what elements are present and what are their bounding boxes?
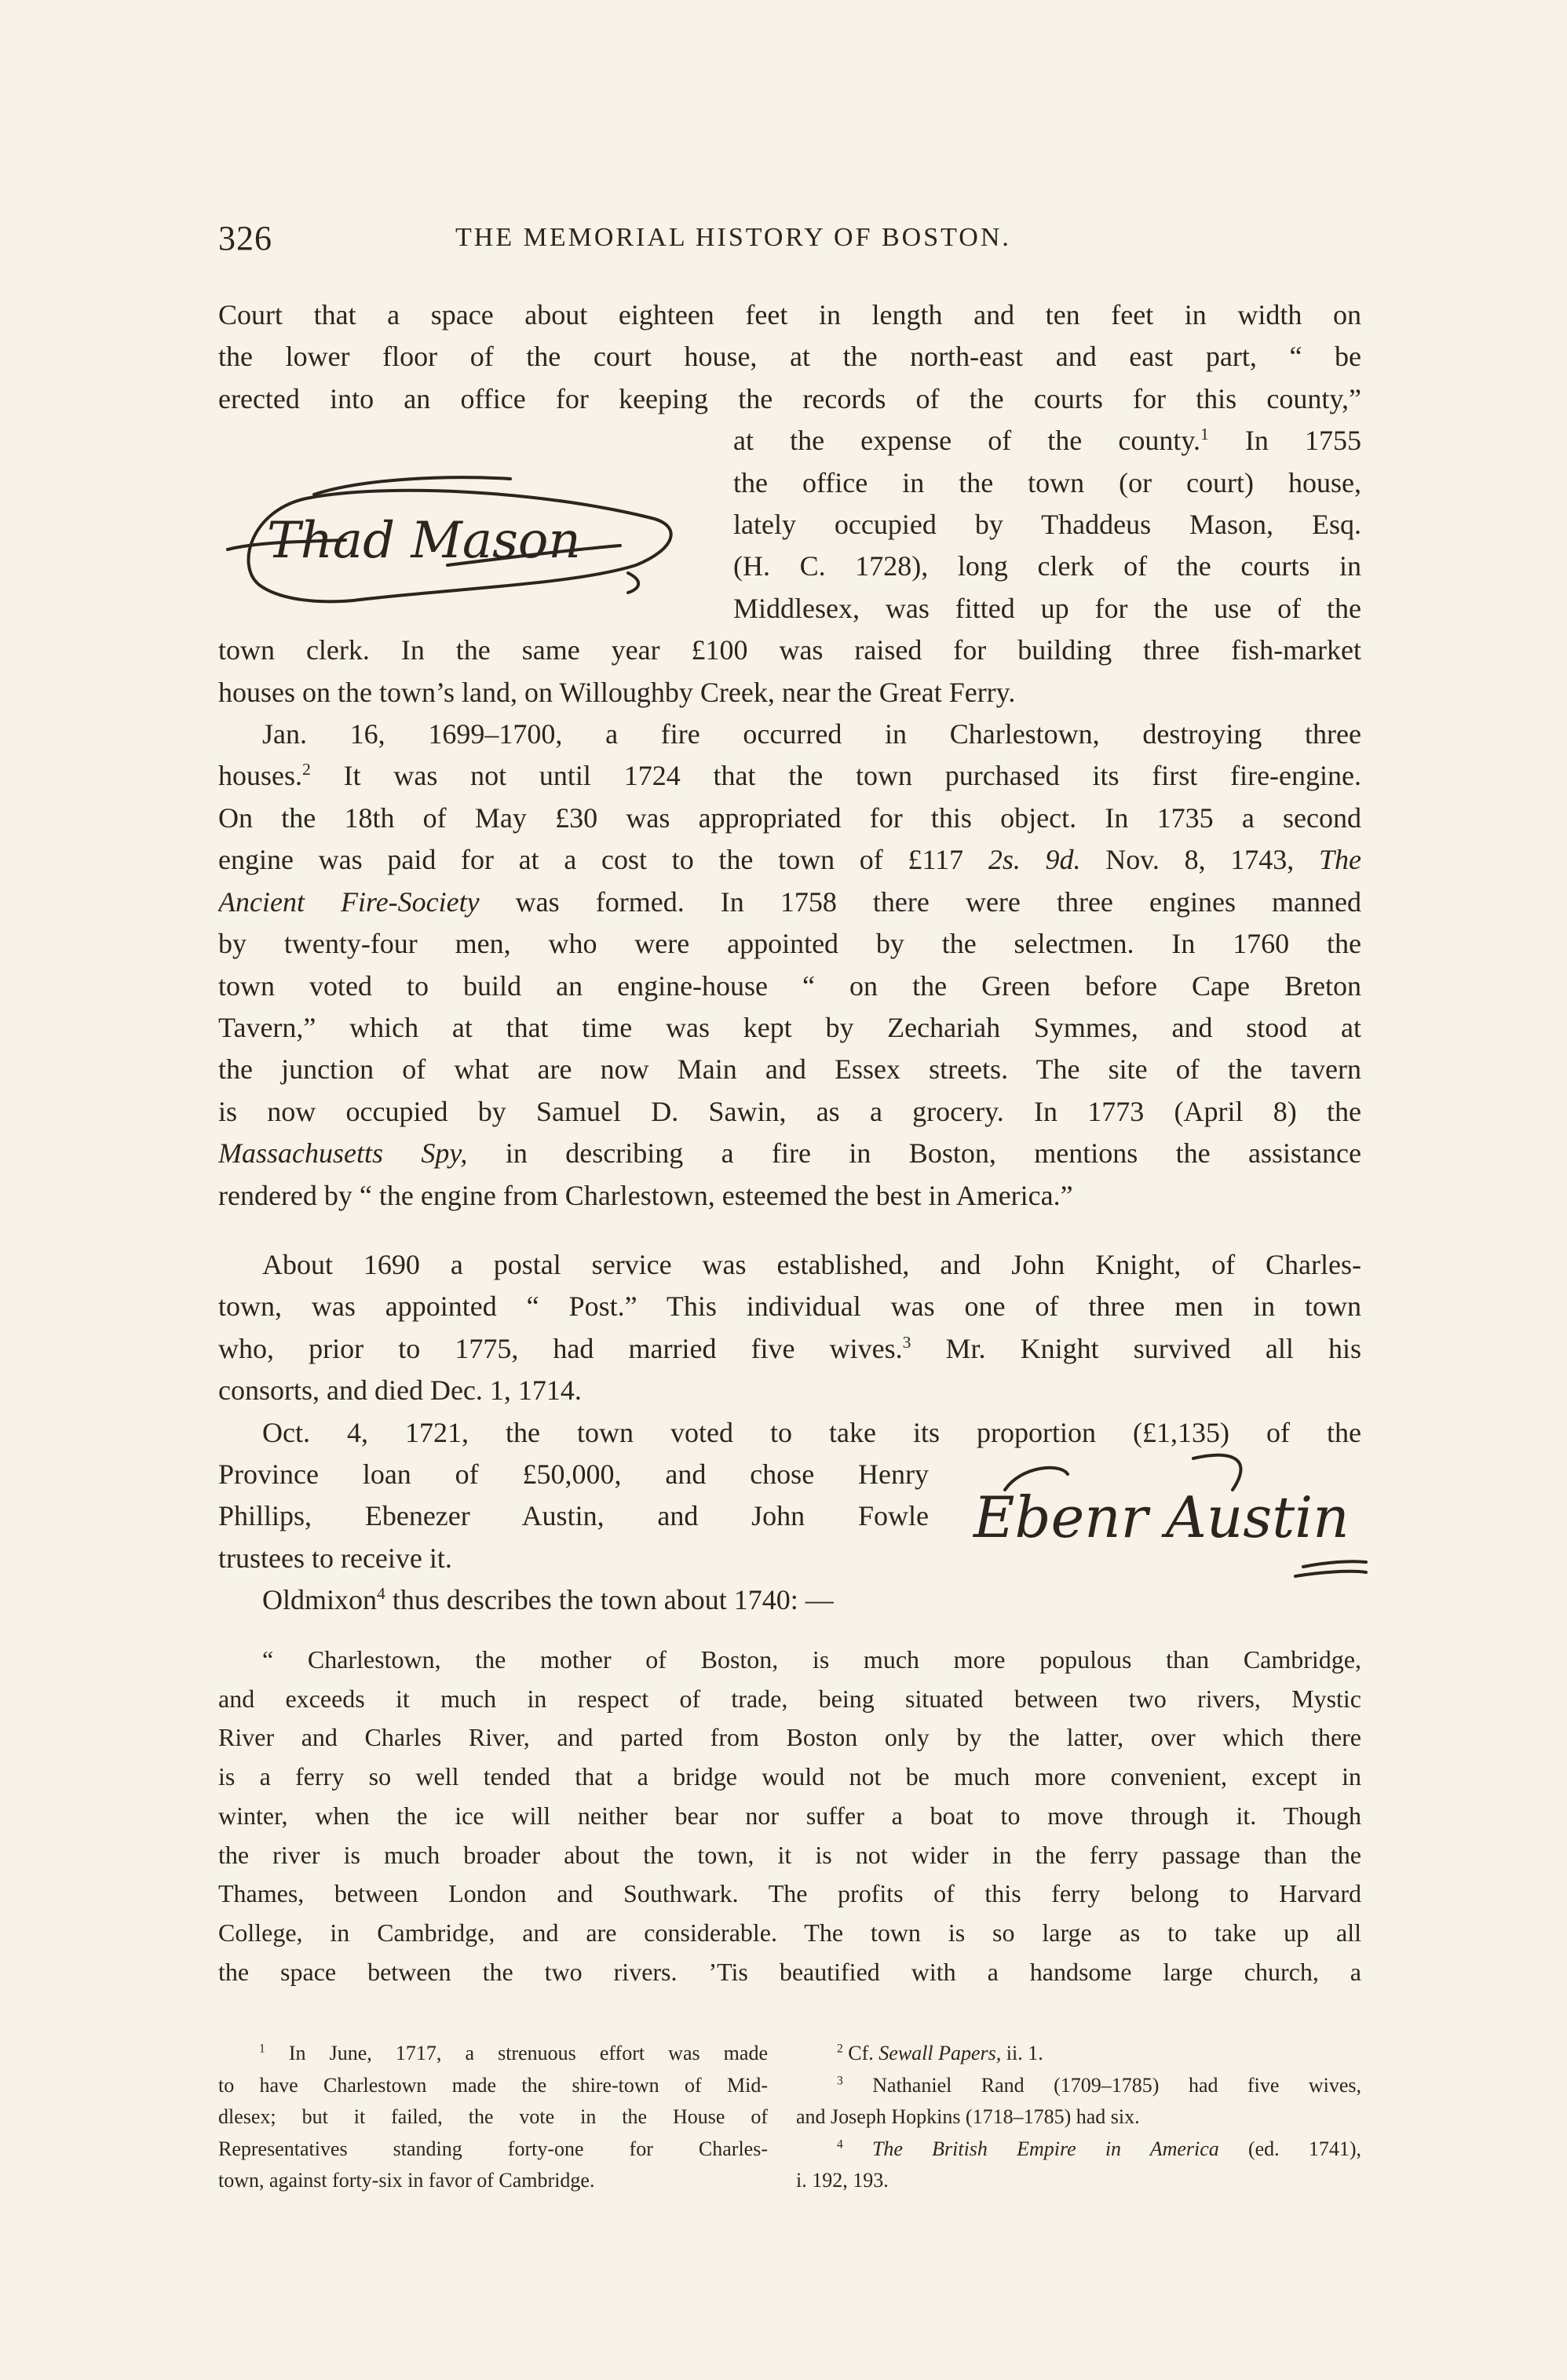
page-header (218, 218, 1361, 265)
text-line: Phillips, Ebenezer Austin, and John Fowle (218, 1500, 929, 1532)
text-line: Tavern,” which at that time was kept by Zechariah Symmes, and stood at (218, 1011, 1361, 1043)
quote-line: Thames, between London and Southwark. The profits of this ferry belong to Harvard (218, 1879, 1361, 1908)
quote-line: and exceeds it much in respect of trade, being situated between two rivers, Mystic (218, 1684, 1361, 1713)
text-line: engine was paid for at a cost to the town of £117 2s. 9d. Nov. 8, 1743, The (218, 844, 1361, 876)
text-line: who, prior to 1775, had married five wives.$^3$ Mr. Knight survived all his (218, 1332, 1361, 1364)
footnote-line: Representatives standing forty-one for Charles- (218, 2137, 768, 2160)
text-line: the junction of what are now Main and Essex streets. The site of the tavern (218, 1053, 1361, 1086)
text-line: About 1690 a postal service was established, and John Knight, of Charles- (262, 1249, 1361, 1280)
text-line: town, was appointed “ Post.” This individual was one of three men in town (218, 1290, 1361, 1323)
text-line: by twenty-four men, who were appointed by the selectmen. In 1760 the (218, 928, 1361, 960)
footnote-line: to have Charlestown made the shire-town of Mid- (218, 2073, 768, 2097)
running-head: THE MEMORIAL HISTORY OF BOSTON. (455, 223, 1011, 252)
footnote-ref[interactable]: 1 (1200, 425, 1209, 444)
text-line: Province loan of £50,000, and chose Henry (218, 1458, 929, 1491)
text-line: rendered by “ the engine from Charlestown, esteemed the best in America.” (218, 1179, 1073, 1211)
footnote-line: town, against forty-six in favor of Cambridge. (218, 2169, 595, 2192)
text-line: the office in the town (or court) house, (733, 466, 1361, 498)
footnotes-left (218, 2038, 768, 2197)
text-line: Massachusetts Spy, in describing a fire in Boston, mentions the assistance (218, 1137, 1361, 1170)
quote-line: is a ferry so well tended that a bridge would not be much more convenient, except in (218, 1762, 1361, 1791)
text-line: Jan. 16, 1699–1700, a fire occurred in Charlestown, destroying three (262, 718, 1361, 750)
text-line: Court that a space about eighteen feet in length and ten feet in width on (218, 299, 1361, 330)
footnote-line: and Joseph Hopkins (1718–1785) had six. (796, 2105, 1140, 2128)
quote-line: “ Charlestown, the mother of Boston, is much more populous than Cambridge, (262, 1645, 1361, 1674)
footnote-4: $^4$ The British Empire in America (ed. 1741), (837, 2137, 1361, 2160)
text-line: Ancient Fire-Society was formed. In 1758 there were three engines manned (218, 885, 1361, 918)
text-line: erected into an office for keeping the records of the courts for this county,” (218, 382, 1361, 414)
text-line: houses on the town’s land, on Willoughby Creek, near the Great Ferry. (218, 676, 1016, 708)
footnote-ref[interactable]: 3 (902, 1332, 911, 1352)
quote-line: River and Charles River, and parted from Boston only by the latter, over which there (218, 1723, 1361, 1752)
text-line: (H. C. 1728), long clerk of the courts in (733, 550, 1361, 582)
text-line: consorts, and died Dec. 1, 1714. (218, 1374, 582, 1407)
oldmixon-quote (218, 1641, 1361, 1991)
footnote-line: dlesex; but it failed, the vote in the House of (218, 2105, 768, 2128)
quote-line: winter, when the ice will neither bear nor suffer a boat to move through it. Though (218, 1801, 1361, 1830)
text-line: Oldmixon$^4$ thus describes the town about 1740: — (262, 1584, 834, 1616)
svg-text:Ebenr Austin: Ebenr Austin (973, 1484, 1350, 1550)
text-line: lately occupied by Thaddeus Mason, Esq. (733, 509, 1361, 541)
footnote-ref[interactable]: 2 (302, 760, 311, 779)
text-line: the lower floor of the court house, at the north-east and east part, “ be (218, 341, 1361, 373)
text-line: town voted to build an engine-house “ on the Green before Cape Breton (218, 969, 1361, 1002)
footnote-1: $^1$ In June, 1717, a strenuous effort was made (259, 2042, 768, 2064)
text-line: is now occupied by Samuel D. Sawin, as a grocery. In 1773 (April 8) the (218, 1095, 1361, 1127)
text-line: Middlesex, was fitted up for the use of the (733, 592, 1361, 624)
footnote-ref[interactable]: 4 (377, 1584, 385, 1604)
austin-signature (958, 1443, 1382, 1584)
quote-line: College, in Cambridge, and are considerable. The town is so large as to take up all (218, 1918, 1361, 1947)
text-line: at the expense of the county.$^1$ In 1755 (733, 425, 1361, 457)
text-line: trustees to receive it. (218, 1542, 452, 1574)
mason-signature (212, 447, 714, 620)
footnote-line: i. 192, 193. (796, 2169, 889, 2192)
quote-line: the space between the two rivers. ’Tis beautified with a handsome large church, a (218, 1957, 1361, 1986)
text-line: town clerk. In the same year £100 was raised for building three fish-market (218, 634, 1361, 666)
text-line: On the 18th of May £30 was appropriated for this object. In 1735 a second (218, 801, 1361, 834)
paragraph-court-house (218, 294, 1361, 1217)
footnote-2: $^2$ Cf. Sewall Papers, ii. 1. (837, 2042, 1043, 2064)
footnotes-right (796, 2038, 1361, 2197)
quote-line: the river is much broader about the town, it is not wider in the ferry passage than the (218, 1840, 1361, 1869)
page-number: 326 (218, 219, 272, 257)
text-line: houses.$^2$ It was not until 1724 that the town purchased its first fire-engine. (218, 760, 1361, 792)
text-line: Oct. 4, 1721, the town voted to take its proportion (£1,135) of the (262, 1416, 1361, 1448)
svg-text:Thad Mason: Thad Mason (267, 512, 581, 570)
footnote-3: $^3$ Nathaniel Rand (1709–1785) had five wives, (837, 2073, 1361, 2097)
